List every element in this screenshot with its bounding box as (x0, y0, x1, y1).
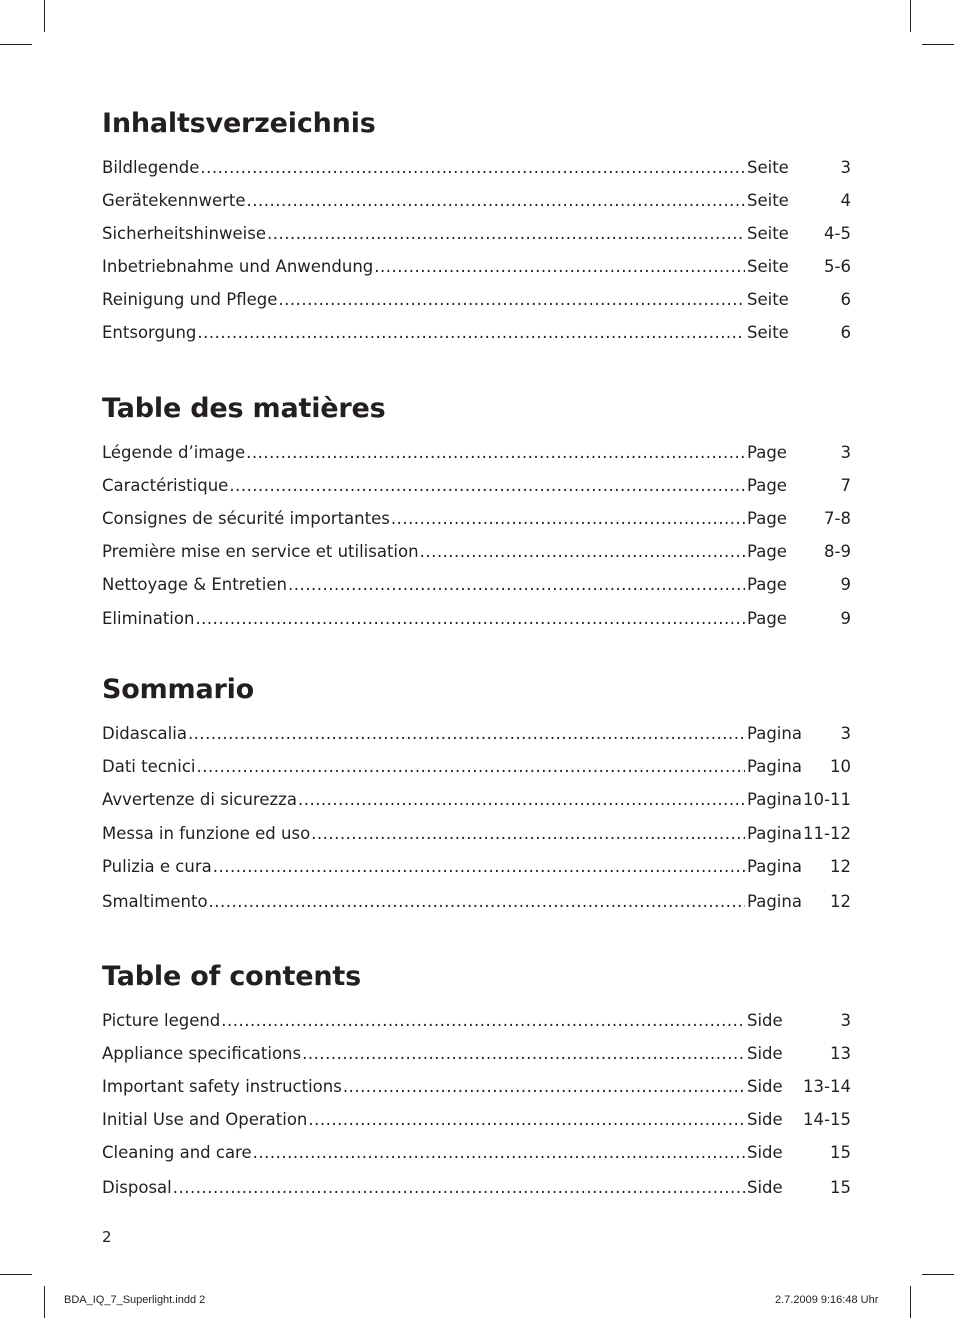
toc-entry-label: Consignes de sécurité importantes (102, 509, 390, 528)
toc-entry-label: Disposal (102, 1178, 172, 1197)
toc-page-word: Pagina (747, 892, 802, 911)
toc-section (102, 391, 851, 628)
toc-page-word: Page (747, 509, 787, 528)
toc-page-word: Pagina (747, 757, 802, 776)
toc-page-word: Seite (747, 224, 789, 243)
toc-page-word: Side (747, 1011, 783, 1030)
crop-mark (0, 1274, 32, 1275)
toc-entry-label: Elimination (102, 609, 195, 628)
toc-page-word: Pagina (747, 724, 802, 743)
toc-page-number: 9 (840, 575, 851, 594)
crop-mark (910, 1286, 911, 1318)
section-title: Table of contents (102, 961, 361, 992)
dot-leader (197, 321, 745, 345)
toc-section (102, 672, 851, 911)
dot-leader (209, 890, 745, 914)
dot-leader (374, 255, 745, 279)
dot-leader (221, 1009, 745, 1033)
dot-leader (253, 1141, 745, 1165)
toc-page-number: 6 (840, 323, 851, 342)
toc-page-number: 10 (830, 757, 851, 776)
toc-entry-label: Sicherheitshinweise (102, 224, 266, 243)
toc-page-word: Page (747, 609, 787, 628)
toc-entry-label: Cleaning and care (102, 1143, 252, 1162)
dot-leader (197, 755, 745, 779)
toc-page-number: 3 (840, 724, 851, 743)
toc-page-word: Page (747, 575, 787, 594)
toc-entry-label: Avvertenze di sicurezza (102, 790, 297, 809)
toc-page-number: 9 (840, 609, 851, 628)
toc-entry (102, 156, 851, 180)
toc-entry (102, 1141, 851, 1165)
toc-page-number: 4-5 (824, 224, 851, 243)
toc-page-number: 7 (840, 476, 851, 495)
dot-leader (195, 607, 745, 631)
crop-mark (0, 44, 32, 45)
toc-page-word: Pagina (747, 857, 802, 876)
toc-entry-label: Initial Use and Operation (102, 1110, 308, 1129)
toc-page-number: 8-9 (824, 542, 851, 561)
dot-leader (311, 822, 745, 846)
toc-page-word: Side (747, 1077, 783, 1096)
dot-leader (213, 855, 745, 879)
toc-page-word: Page (747, 443, 787, 462)
toc-entry (102, 441, 851, 465)
toc-page-number: 14-15 (803, 1110, 851, 1129)
toc-entry (102, 573, 851, 597)
toc-entry-label: Gerätekennwerte (102, 191, 246, 210)
toc-page-number: 15 (830, 1143, 851, 1162)
toc-entry-label: Smaltimento (102, 892, 208, 911)
dot-leader (302, 1042, 745, 1066)
section-title: Inhaltsverzeichnis (102, 108, 376, 139)
toc-page-number: 3 (840, 443, 851, 462)
toc-entry-label: Inbetriebnahme und Anwendung (102, 257, 374, 276)
toc-entry-label: Reinigung und Pflege (102, 290, 278, 309)
toc-entry (102, 1108, 851, 1132)
dot-leader (246, 441, 745, 465)
toc-page-word: Page (747, 542, 787, 561)
toc-entry-label: Légende d’image (102, 443, 246, 462)
toc-page-number: 13 (830, 1044, 851, 1063)
toc-entry (102, 607, 851, 631)
toc-entry-label: Appliance specifications (102, 1044, 302, 1063)
toc-entry (102, 189, 851, 213)
toc-page-number: 12 (830, 892, 851, 911)
toc-page-number: 5-6 (824, 257, 851, 276)
footer-timestamp: 2.7.2009 9:16:48 Uhr (775, 1294, 879, 1306)
toc-entry (102, 722, 851, 746)
toc-page-number: 11-12 (803, 824, 851, 843)
page-number: 2 (102, 1228, 112, 1246)
dot-leader (247, 189, 745, 213)
section-title: Sommario (102, 674, 255, 705)
toc-entry-label: Pulizia e cura (102, 857, 212, 876)
dot-leader (278, 288, 745, 312)
dot-leader (188, 722, 745, 746)
crop-mark (44, 1286, 45, 1318)
toc-section (102, 106, 851, 342)
toc-entry (102, 788, 851, 812)
toc-entry-label: Picture legend (102, 1011, 221, 1030)
dot-leader (420, 540, 745, 564)
toc-page-word: Side (747, 1110, 783, 1129)
toc-entry-label: Nettoyage & Entretien (102, 575, 287, 594)
toc-entry (102, 822, 851, 846)
toc-entry (102, 1075, 851, 1099)
toc-page-word: Pagina (747, 790, 802, 809)
toc-entry-label: Didascalia (102, 724, 187, 743)
toc-entry-label: Important safety instructions (102, 1077, 342, 1096)
toc-page-word: Seite (747, 290, 789, 309)
toc-entry (102, 890, 851, 914)
dot-leader (298, 788, 745, 812)
toc-page-number: 15 (830, 1178, 851, 1197)
toc-page-number: 6 (840, 290, 851, 309)
dot-leader (391, 507, 745, 531)
toc-entry (102, 755, 851, 779)
dot-leader (343, 1075, 745, 1099)
toc-page-word: Seite (747, 323, 789, 342)
footer-file-info: BDA_IQ_7_Superlight.indd 2 (64, 1294, 206, 1306)
crop-mark (922, 1274, 954, 1275)
toc-section (102, 959, 851, 1197)
toc-entry-label: Entsorgung (102, 323, 197, 342)
dot-leader (267, 222, 745, 246)
toc-entry (102, 321, 851, 345)
toc-page-word: Seite (747, 191, 789, 210)
dot-leader (308, 1108, 745, 1132)
toc-page-number: 7-8 (824, 509, 851, 528)
toc-entry-label: Messa in funzione ed uso (102, 824, 311, 843)
toc-page-number: 3 (840, 158, 851, 177)
crop-mark (910, 0, 911, 32)
toc-entry-label: Caractéristique (102, 476, 229, 495)
toc-entry (102, 222, 851, 246)
toc-page-word: Seite (747, 257, 789, 276)
toc-entry (102, 1176, 851, 1200)
toc-entry-label: Bildlegende (102, 158, 200, 177)
toc-page-word: Pagina (747, 824, 802, 843)
toc-entry-label: Dati tecnici (102, 757, 196, 776)
dot-leader (229, 474, 745, 498)
toc-page-number: 3 (840, 1011, 851, 1030)
toc-page-number: 4 (840, 191, 851, 210)
toc-entry (102, 1009, 851, 1033)
toc-entry (102, 255, 851, 279)
toc-entry (102, 540, 851, 564)
toc-page-number: 10-11 (803, 790, 851, 809)
toc-entry (102, 1042, 851, 1066)
toc-entry (102, 507, 851, 531)
toc-page-word: Side (747, 1143, 783, 1162)
section-title: Table des matières (102, 393, 386, 424)
toc-page-number: 12 (830, 857, 851, 876)
crop-mark (922, 44, 954, 45)
dot-leader (173, 1176, 745, 1200)
crop-mark (44, 0, 45, 32)
toc-page-word: Side (747, 1178, 783, 1197)
dot-leader (288, 573, 745, 597)
toc-entry (102, 855, 851, 879)
toc-page-word: Seite (747, 158, 789, 177)
toc-entry (102, 474, 851, 498)
toc-page-number: 13-14 (803, 1077, 851, 1096)
toc-page-word: Side (747, 1044, 783, 1063)
toc-page-word: Page (747, 476, 787, 495)
dot-leader (200, 156, 745, 180)
toc-entry (102, 288, 851, 312)
toc-entry-label: Première mise en service et utilisation (102, 542, 419, 561)
